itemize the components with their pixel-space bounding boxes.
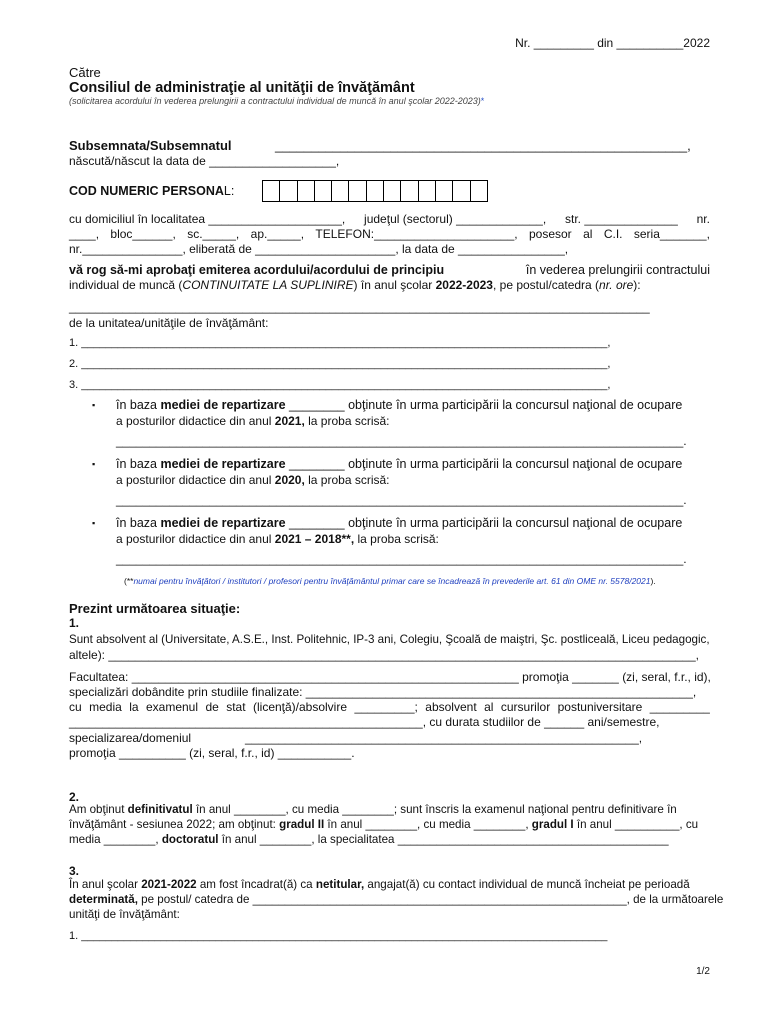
address-part: nr. xyxy=(696,212,710,226)
exam-part[interactable]: _________ xyxy=(649,700,710,714)
bullet-icon: ▪ xyxy=(92,459,96,469)
media-2018-line-1 xyxy=(116,516,682,530)
subtitle-footnote-mark: * xyxy=(480,96,485,106)
media-text[interactable]: ________ obţinute în urma participării la concursul naţional de ocupare xyxy=(285,398,683,412)
exam-media-line[interactable] xyxy=(69,700,710,714)
subtitle-text: (solicitarea acordului în vederea prelungirii a contractului individual de muncă în anul şcolar 2022-2023) xyxy=(69,96,481,106)
cnp-digit-box[interactable] xyxy=(263,180,280,202)
s3-bold: netitular, xyxy=(315,878,365,891)
exam-part: al xyxy=(484,700,494,714)
footnote-prefix: (** xyxy=(124,576,134,586)
exam-part: (licenţă)/absolvire xyxy=(252,700,348,714)
media-bold: mediei de repartizare xyxy=(160,398,286,412)
bullet-icon: ▪ xyxy=(92,400,96,410)
cnp-digit-box[interactable] xyxy=(280,180,297,202)
request-text: , pe postul/catedra ( xyxy=(492,278,600,292)
situation-heading: Prezint următoarea situaţie: xyxy=(69,601,241,616)
employment-unit-1[interactable]: 1. ______________________________________________________________________________________ xyxy=(69,930,608,942)
s2-bold: doctoratul xyxy=(161,833,219,846)
media-text: a posturilor didactice din anul xyxy=(116,473,275,487)
exam-part[interactable]: _________; xyxy=(354,700,418,714)
s2-text: învăţământ - sesiunea 2022; am obţinut: xyxy=(69,818,280,831)
cnp-digit-box[interactable] xyxy=(298,180,315,202)
media-text: a posturilor didactice din anul xyxy=(116,414,275,428)
media-year: 2021 – 2018**, xyxy=(274,532,355,546)
cnp-digit-box[interactable] xyxy=(332,180,349,202)
address-detail[interactable]: bloc______, xyxy=(110,227,176,241)
grades-line[interactable] xyxy=(69,818,698,832)
address-part[interactable]: judeţul (sectorul) _____________, xyxy=(364,212,547,226)
applicant-name-label: Subsemnata/Subsemnatul xyxy=(69,138,232,153)
exam-part: de xyxy=(205,700,219,714)
section-1-number: 1. xyxy=(69,616,80,630)
media-text: la proba scrisă: xyxy=(304,414,390,428)
unit-blank-1[interactable]: 1. ______________________________________________________________________________________, xyxy=(69,337,611,349)
address-detail[interactable]: seria_______, xyxy=(633,227,710,241)
s2-text[interactable]: în anul ________, cu media ________, xyxy=(324,818,532,831)
s2-bold: gradul II xyxy=(279,818,325,831)
graduate-other-line[interactable]: altele): ________________________________________________________________________________________, xyxy=(69,648,699,662)
address-part[interactable]: str. ______________ xyxy=(565,212,678,226)
address-part[interactable]: cu domiciliul în localitatea ____________________, xyxy=(69,212,346,226)
cnp-digit-box[interactable] xyxy=(453,180,470,202)
cnp-digit-box[interactable] xyxy=(401,180,418,202)
s2-bold: definitivatul xyxy=(127,803,193,816)
media-text: în baza xyxy=(116,398,161,412)
unit-label: de la unitatea/unităţile de învăţământ: xyxy=(69,316,269,330)
address-detail: posesor xyxy=(528,227,572,241)
specialization-label: specializarea/domeniul xyxy=(69,731,192,745)
cnp-label-end: L: xyxy=(223,184,235,198)
document-title: Consiliul de administraţie al unităţii de învăţământ xyxy=(69,80,415,96)
address-detail[interactable]: TELEFON:_____________________, xyxy=(315,227,518,241)
postgrad-duration-line[interactable]: _____________________________________________________, cu durata studiilor de ______ ani/semestre, xyxy=(69,715,660,729)
address-detail[interactable]: ap._____, xyxy=(250,227,305,241)
cnp-label xyxy=(69,184,234,198)
exam-part: stat xyxy=(226,700,246,714)
unit-blank-2[interactable]: 2. ______________________________________________________________________________________, xyxy=(69,358,611,370)
unit-blank-3[interactable]: 3. ______________________________________________________________________________________, xyxy=(69,379,611,391)
media-2020-line-1 xyxy=(116,457,682,471)
section-2-number: 2. xyxy=(69,790,80,804)
request-bold: vă rog să-mi aprobaţi emiterea acordului/acordului de principiu xyxy=(69,263,445,277)
media-2021-line-1 xyxy=(116,398,682,412)
cnp-digit-box[interactable] xyxy=(349,180,366,202)
employment-line-2[interactable] xyxy=(69,893,723,907)
request-text: ) în anul şcolar xyxy=(353,278,436,292)
media-2021-line-2 xyxy=(116,414,390,428)
exam-part: examenul xyxy=(145,700,199,714)
post-blank-line[interactable]: _______________________________________________________________________________________ xyxy=(69,300,650,314)
bullet-icon: ▪ xyxy=(92,518,96,528)
document-subtitle xyxy=(69,96,484,106)
s2-text[interactable]: în anul ________, la specialitatea __________________________________________ xyxy=(218,833,669,846)
employment-line-1 xyxy=(69,878,690,892)
media-text: a posturilor didactice din anul xyxy=(116,532,275,546)
address-detail[interactable]: sc._____, xyxy=(187,227,240,241)
media-bold: mediei de repartizare xyxy=(160,516,286,530)
s3-text[interactable]: pe postul/ catedra de __________________________________________________________, de la următoarele xyxy=(137,893,724,906)
school-year: 2022-2023 xyxy=(435,278,493,292)
exam-part: cursurilor xyxy=(500,700,551,714)
exam-part: la xyxy=(129,700,139,714)
address-line[interactable] xyxy=(69,212,710,226)
graduate-line: Sunt absolvent al (Universitate, A.S.E., Inst. Politehnic, IP-3 ani, Colegiu, Şcoală de maiştri, Şc. postliceală, Liceu pedagogic, xyxy=(69,633,710,646)
media-2018-blank[interactable]: _____________________________________________________________________________________. xyxy=(116,552,687,566)
s3-text: am fost încadrat(ă) ca xyxy=(196,878,316,891)
id-card-line[interactable]: nr._______________, eliberată de _____________________, la data de ________________, xyxy=(69,242,569,256)
hours-label: nr. ore xyxy=(599,278,634,292)
s3-text: În anul şcolar xyxy=(69,878,142,891)
media-text: la proba scrisă: xyxy=(354,532,439,546)
request-text: ): xyxy=(633,278,641,292)
request-line-2 xyxy=(69,278,641,292)
cnp-digit-box[interactable] xyxy=(471,180,488,202)
footnote-suffix: ). xyxy=(650,576,656,586)
request-rest: în vederea prelungirii contractului xyxy=(525,263,710,277)
exam-part: absolvent xyxy=(425,700,477,714)
exam-part: cu xyxy=(69,700,82,714)
address-detail[interactable]: ____, xyxy=(69,227,100,241)
media-text[interactable]: ________ obţinute în urma participării la concursul naţional de ocupare xyxy=(285,457,683,471)
media-year: 2020, xyxy=(274,473,305,487)
cnp-digit-box[interactable] xyxy=(367,180,384,202)
cnp-digit-box[interactable] xyxy=(315,180,332,202)
media-2021-blank[interactable]: _____________________________________________________________________________________. xyxy=(116,434,687,448)
exam-part: media xyxy=(89,700,122,714)
request-italic: CONTINUITATE LA SUPLINIRE xyxy=(182,278,354,292)
cnp-boxes[interactable] xyxy=(262,180,488,202)
doctorate-line[interactable] xyxy=(69,833,669,847)
request-text: individual de muncă ( xyxy=(69,278,183,292)
recipient-prefix: Către xyxy=(69,65,101,80)
media-2020-line-2 xyxy=(116,473,390,487)
media-2018-line-2 xyxy=(116,532,439,546)
media-text[interactable]: ________ obţinute în urma participării la concursul naţional de ocupare xyxy=(285,516,683,530)
specialization-blank[interactable]: ___________________________________________________________, xyxy=(245,731,643,745)
media-text: la proba scrisă: xyxy=(304,473,390,487)
registration-number-line[interactable]: Nr. _________ din __________2022 xyxy=(515,36,710,50)
birth-date-line[interactable]: născută/născut la data de ___________________, xyxy=(69,154,340,168)
cnp-label-main: COD NUMERIC PERSONA xyxy=(69,184,224,198)
media-year: 2021, xyxy=(274,414,305,428)
s3-text: angajat(ă) cu contact individual de muncă încheiat pe perioadă xyxy=(364,878,690,891)
s2-text[interactable]: în anul __________, cu xyxy=(573,818,699,831)
promotion-line[interactable]: promoţia __________ (zi, seral, f.r., id) ___________. xyxy=(69,746,355,760)
footnote-text: numai pentru învăţători / institutori / profesori pentru învăţământul primar care se încadrează în prevederile art. 61 din OME nr. 5578/2021 xyxy=(133,576,651,586)
cnp-digit-box[interactable] xyxy=(419,180,436,202)
s2-text: Am obţinut xyxy=(69,803,128,816)
applicant-name-blank[interactable]: _________________________________________________________, xyxy=(275,138,691,153)
cnp-digit-box[interactable] xyxy=(436,180,453,202)
media-text: în baza xyxy=(116,457,161,471)
s2-text[interactable]: media ________, xyxy=(69,833,162,846)
media-2020-blank[interactable]: _____________________________________________________________________________________. xyxy=(116,493,687,507)
employment-line-3: unităţi de învăţământ: xyxy=(69,908,180,921)
cnp-digit-box[interactable] xyxy=(384,180,401,202)
applicant-name-line[interactable] xyxy=(69,138,691,153)
specializations-line[interactable]: specializări dobândite prin studiile finalizate: __________________________________________________________, xyxy=(69,685,697,699)
definitivat-line[interactable] xyxy=(69,803,677,817)
address-detail: al xyxy=(583,227,593,241)
address-detail-line[interactable] xyxy=(69,227,710,241)
s3-bold: determinată, xyxy=(69,893,138,906)
section-3-number: 3. xyxy=(69,864,80,878)
s2-bold: gradul I xyxy=(531,818,574,831)
page-number: 1/2 xyxy=(696,966,710,977)
s2-text[interactable]: în anul ________, cu media ________; sunt înscris la examenul naţional pentru definitivare în xyxy=(192,803,677,816)
s3-bold: 2021-2022 xyxy=(141,878,197,891)
footnote xyxy=(124,576,656,586)
media-bold: mediei de repartizare xyxy=(160,457,286,471)
exam-part: postuniversitare xyxy=(557,700,643,714)
media-text: în baza xyxy=(116,516,161,530)
faculty-line[interactable]: Facultatea: __________________________________________________________ promoţia _______ (zi, seral, f.r., id), xyxy=(69,670,711,684)
request-line-1 xyxy=(69,263,710,277)
address-detail: C.I. xyxy=(603,227,623,241)
